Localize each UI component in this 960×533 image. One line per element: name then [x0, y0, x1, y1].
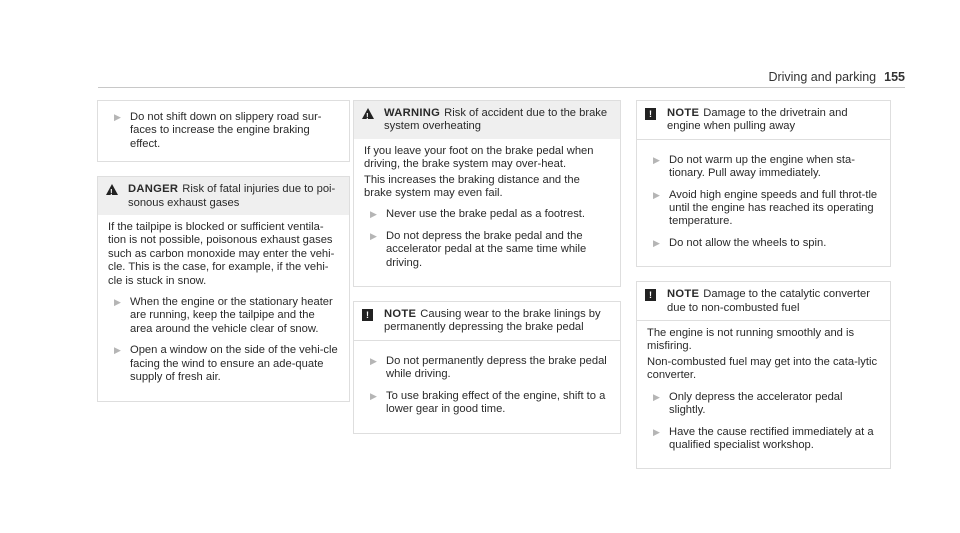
- warning-headline: Risk of accident due to the brake system overheating: [384, 107, 608, 133]
- note-keyword: NOTE: [667, 107, 700, 119]
- note-square-icon: !: [645, 289, 656, 301]
- list-item: ▶ Do not depress the brake pedal and the accelerator pedal at the same time while driving.: [364, 230, 610, 270]
- note-box-brakes: [353, 301, 621, 433]
- note-header: [637, 282, 890, 320]
- list-item: ▶ To use braking effect of the engine, shift to a lower gear in good time.: [364, 390, 610, 417]
- note-box-catalytic: [636, 281, 891, 469]
- warning-body-1: If you leave your foot on the brake pedal when driving, the brake system may over-heat.: [364, 144, 594, 171]
- note-headline: Damage to the catalytic converter due to non-combusted fuel: [667, 288, 870, 314]
- arrow-bullet-icon: ▶: [114, 112, 121, 122]
- page-number: 155: [884, 70, 905, 84]
- warning-keyword: WARNING: [384, 107, 441, 119]
- list-item: ▶ Open a window on the side of the vehi-cle facing the wind to ensure an ade-quate supply of fresh air.: [108, 344, 339, 384]
- list-item: ▶ Do not allow the wheels to spin.: [647, 237, 880, 250]
- column-1: [97, 100, 350, 416]
- list-item: ▶ Only depress the accelerator pedal slightly.: [647, 391, 880, 418]
- note-header: [354, 302, 620, 340]
- note-keyword: NOTE: [667, 288, 700, 301]
- list-item: ▶ Avoid high engine speeds and full throt-tle until the engine has reached its operating temperature.: [647, 189, 880, 229]
- list-item: ▶ When the engine or the stationary heater are running, keep the tailpipe and the area around the vehicle clear of snow.: [108, 296, 339, 336]
- note-headline: Causing wear to the brake linings by permanently depressing the brake pedal: [384, 308, 601, 334]
- note-body-1: The engine is not running smoothly and is misfiring.: [647, 327, 855, 353]
- arrow-bullet-icon: ▶: [653, 154, 660, 165]
- note-square-icon: !: [645, 108, 656, 120]
- note-keyword: NOTE: [384, 308, 417, 321]
- note-square-icon: !: [362, 309, 373, 321]
- arrow-bullet-icon: ▶: [653, 426, 660, 437]
- list-item: ▶ Never use the brake pedal as a footrest.: [364, 208, 610, 221]
- arrow-bullet-icon: ▶: [114, 297, 121, 308]
- section-title: Driving and parking: [768, 70, 877, 84]
- arrow-bullet-icon: ▶: [114, 345, 121, 356]
- danger-header: [98, 177, 349, 215]
- list-item: ▶ Do not warm up the engine when sta-tionary. Pull away immediately.: [647, 154, 880, 181]
- column-2: [353, 100, 621, 448]
- list-item: ▶ Do not shift down on slippery road sur-faces to increase the engine braking effect.: [108, 111, 339, 151]
- danger-keyword: DANGER: [128, 183, 179, 196]
- danger-headline: Risk of fatal injuries due to poi-sonous exhaust gases: [128, 183, 336, 209]
- column-3: [636, 100, 891, 483]
- note-headline: Damage to the drivetrain and engine when pulling away: [667, 107, 848, 133]
- warning-box: [353, 100, 621, 287]
- warning-body-2: This increases the braking distance and the brake system may even fail.: [364, 173, 580, 200]
- danger-box: [97, 176, 350, 401]
- arrow-bullet-icon: ▶: [653, 391, 660, 402]
- arrow-bullet-icon: ▶: [370, 390, 377, 401]
- arrow-bullet-icon: ▶: [370, 230, 377, 241]
- warning-triangle-icon: [106, 184, 118, 195]
- arrow-bullet-icon: ▶: [653, 237, 660, 248]
- warning-triangle-icon: [362, 108, 374, 119]
- list-item: ▶ Have the cause rectified immediately at a qualified specialist workshop.: [647, 426, 880, 453]
- danger-body: If the tailpipe is blocked or sufficient ventila-tion is not possible, poisonous exhaust gases such as carbon monoxide may enter the vehi-cle. This is the case, for example, if the vehi-cle is stuck in snow.: [108, 221, 335, 287]
- warning-header: [354, 101, 620, 139]
- page-header: [768, 70, 905, 84]
- tip-box: [97, 100, 350, 162]
- note-box-drivetrain: [636, 100, 891, 267]
- header-divider: [98, 87, 905, 88]
- arrow-bullet-icon: ▶: [653, 189, 660, 200]
- arrow-bullet-icon: ▶: [370, 209, 377, 220]
- note-body-2: Non-combusted fuel may get into the cata-lytic converter.: [647, 355, 878, 382]
- list-item: ▶ Do not permanently depress the brake pedal while driving.: [364, 355, 610, 382]
- arrow-bullet-icon: ▶: [370, 355, 377, 366]
- note-header: [637, 101, 890, 139]
